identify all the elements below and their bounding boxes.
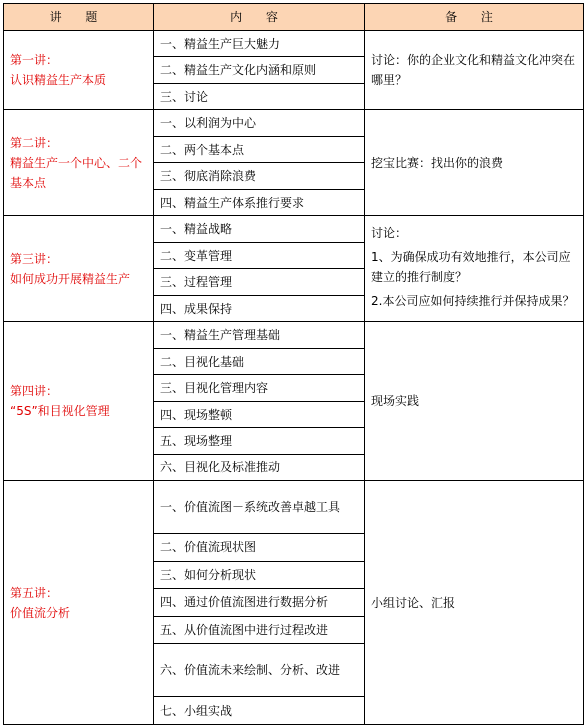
content-item: 三、讨论 bbox=[154, 83, 365, 109]
content-item: 六、价值流未来绘制、分析、改进 bbox=[154, 644, 365, 697]
note-line: 挖宝比赛：找出你的浪费 bbox=[371, 155, 504, 170]
lecture-cell bbox=[4, 481, 154, 725]
table-row bbox=[4, 216, 584, 242]
note-cell bbox=[365, 322, 584, 481]
lecture-cell bbox=[4, 31, 154, 110]
note-cell bbox=[365, 110, 584, 216]
lecture-title: 价值流分析 bbox=[10, 605, 71, 620]
header-content: 内 容 bbox=[154, 4, 365, 31]
lecture-title: “5S”和目视化管理 bbox=[10, 404, 110, 419]
content-item: 一、价值流图－系统改善卓越工具 bbox=[154, 481, 365, 534]
table-row bbox=[4, 31, 584, 57]
lecture-cell bbox=[4, 216, 154, 322]
note-cell bbox=[365, 481, 584, 725]
note-line: 讨论：你的企业文化和精益文化冲突在哪里？ bbox=[371, 53, 576, 88]
content-item: 四、通过价值流图进行数据分析 bbox=[154, 589, 365, 617]
header-row bbox=[4, 4, 584, 31]
lecture-title: 如何成功开展精益生产 bbox=[10, 271, 131, 286]
content-item: 一、精益战略 bbox=[154, 216, 365, 242]
note-line: 1、为确保成功有效地推行，本公司应建立的推行制度？ bbox=[371, 249, 571, 284]
note-line: 小组讨论、汇报 bbox=[371, 595, 456, 610]
note-cell bbox=[365, 31, 584, 110]
content-item: 五、现场整理 bbox=[154, 428, 365, 454]
content-item: 三、彻底消除浪费 bbox=[154, 163, 365, 189]
content-item: 六、目视化及标准推动 bbox=[154, 454, 365, 480]
content-item: 一、精益生产管理基础 bbox=[154, 322, 365, 348]
table-row bbox=[4, 322, 584, 348]
content-item: 二、目视化基础 bbox=[154, 348, 365, 374]
content-item: 一、以利润为中心 bbox=[154, 110, 365, 136]
content-item: 三、如何分析现状 bbox=[154, 561, 365, 589]
content-item: 五、从价值流图中进行过程改进 bbox=[154, 616, 365, 644]
content-item: 四、精益生产体系推行要求 bbox=[154, 189, 365, 215]
content-item: 四、现场整顿 bbox=[154, 401, 365, 427]
course-outline-table bbox=[3, 3, 584, 725]
lecture-title: 精益生产一个中心、二个基本点 bbox=[10, 155, 143, 190]
content-item: 三、目视化管理内容 bbox=[154, 375, 365, 401]
lecture-title: 认识精益生产本质 bbox=[10, 73, 107, 88]
lecture-number: 第五讲： bbox=[10, 585, 59, 600]
content-item: 七、小组实战 bbox=[154, 697, 365, 725]
content-item: 二、精益生产文化内涵和原则 bbox=[154, 57, 365, 83]
lecture-number: 第二讲： bbox=[10, 135, 59, 150]
lecture-number: 第四讲： bbox=[10, 384, 59, 399]
table-row bbox=[4, 481, 584, 534]
lecture-number: 第一讲： bbox=[10, 53, 59, 68]
note-line: 讨论： bbox=[371, 225, 408, 240]
lecture-number: 第三讲： bbox=[10, 251, 59, 266]
header-note: 备 注 bbox=[365, 4, 584, 31]
header-lecture: 讲 题 bbox=[4, 4, 154, 31]
lecture-cell bbox=[4, 110, 154, 216]
content-item: 二、价值流现状图 bbox=[154, 534, 365, 562]
content-item: 三、过程管理 bbox=[154, 269, 365, 295]
content-item: 二、变革管理 bbox=[154, 242, 365, 268]
note-line: 现场实践 bbox=[371, 394, 420, 409]
content-item: 四、成果保持 bbox=[154, 295, 365, 321]
lecture-cell bbox=[4, 322, 154, 481]
note-cell bbox=[365, 216, 584, 322]
content-item: 二、两个基本点 bbox=[154, 136, 365, 162]
table-row bbox=[4, 110, 584, 136]
content-item: 一、精益生产巨大魅力 bbox=[154, 31, 365, 57]
note-line: 2.本公司应如何持续推行并保持成果？ bbox=[371, 293, 575, 308]
